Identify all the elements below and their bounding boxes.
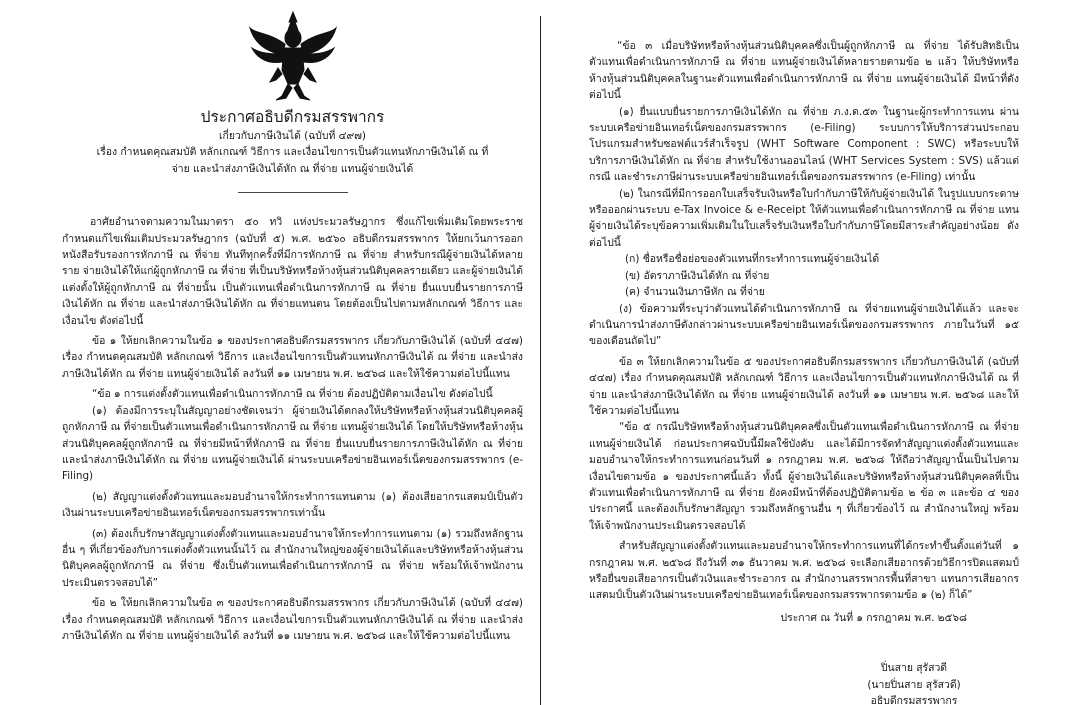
preamble-paragraph: อาศัยอำนาจตามความในมาตรา ๕๐ ทวิ แห่งประมวลรัษฎากร ซึ่งแก้ไขเพิ่มเติมโดยพระราชกำหนดแก้ไขเพิ่มเติมประมวลรัษฎากร (ฉบับที่ ๕) พ.ศ. ๒๕๖๐ อธิบดีกรมสรรพากร ให้ยกเว้นการออกหนังสือรับรองการหักภาษี ณ ที่จ่าย ทันทีทุกครั้งที่มีการหักภาษี ณ ที่จ่าย สำหรับกรณีผู้จ่ายเงินได้หลายราย จ่ายเงินได้ให้แก่ผู้ถูกหักภาษี ณ ที่จ่าย ที่เป็นบริษัทหรือห้างหุ้นส่วนนิติบุคคลรายเดียว และผู้จ่ายเงินได้แต่งตั้งให้ผู้ถูกหักภาษี ณ ที่จ่ายนั้น เป็นตัวแทนเพื่อดำเนินการหักภาษี ณ ที่จ่าย ยื่นแบบยื่นรายการภาษีเงินได้หัก ณ ที่จ่าย และนำส่งภาษีเงินได้หัก ณ ที่จ่ายแทนตน โดยต้องเป็นไปตามหลักเกณฑ์ วิธีการ และเงื่อนไข ดังต่อไปนี้ [62,216,524,327]
heading-divider [238,192,348,193]
list-item: (ค) จำนวนเงินภาษีหัก ณ ที่จ่าย [625,286,765,299]
transitional-paragraph: สำหรับสัญญาแต่งตั้งตัวแทนและมอบอำนาจให้กระทำการแทนที่ได้กระทำขึ้นตั้งแต่วันที่ ๑ กรกฎาคม พ.ศ. ๒๕๖๘ ถึงวันที่ ๓๑ ธันวาคม พ.ศ. ๒๕๖๘ จะเลือกเสียอากรด้วยวิธีการปิดแสตมป์ หรือยื่นขอเสียอากรเป็นตัวเงินและชำระอากร ณ สำนักงานสรรพากรพื้นที่สาขา แทนการเสียอากรแสตมป์เป็นตัวเงินผ่านระบบเครือข่ายอินเทอร์เน็ตของกรมสรรพากรตามข้อ ๑ (๒) ก็ได้” [589,540,1019,602]
document-page-left [0,0,541,705]
clause-5-quote: “ข้อ ๕ กรณีบริษัทหรือห้างหุ้นส่วนนิติบุคคลซึ่งเป็นตัวแทนเพื่อดำเนินการหักภาษี ณ ที่จ่ายแทนผู้จ่ายเงินได้ ก่อนประกาศฉบับนี้มีผลใช้บังคับ และได้มีการจัดทำสัญญาแต่งตั้งตัวแทนและมอบอำนาจให้กระทำการแทนก่อนวันที่ ๑ กรกฎาคม พ.ศ. ๒๕๖๘ ให้ถือว่าสัญญานั้นเป็นไปตามเงื่อนไขตามข้อ ๑ ของประกาศนี้แล้ว ทั้งนี้ ผู้จ่ายเงินได้และบริษัทหรือห้างหุ้นส่วนนิติบุคคลที่เป็นตัวแทนเพื่อดำเนินการหักภาษี ณ ที่จ่าย ยังคงมีหน้าที่ต้องปฏิบัติตามข้อ ๒ ข้อ ๓ และข้อ ๔ ของประกาศนี้ และต้องเก็บรักษาสัญญา รวมถึงหลักฐานอื่น ๆ ที่เกี่ยวข้องไว้ ณ สำนักงานใหญ่ พร้อมให้เจ้าพนักงานประเมินตรวจสอบได้ [589,421,1019,532]
list-item: (ข) อัตราภาษีเงินได้หัก ณ ที่จ่าย [625,269,770,282]
list-item: (ก) ชื่อหรือชื่อย่อของตัวแทนที่กระทำการแทนผู้จ่ายเงินได้ [625,253,880,266]
announcement-date: ประกาศ ณ วันที่ ๑ กรกฎาคม พ.ศ. ๒๕๖๘ [780,611,967,624]
announcement-heading [62,106,523,177]
document-page-right [543,0,1089,705]
announcement-subtitle: เกี่ยวกับภาษีเงินได้ (ฉบับที่ ๔๙๗) [218,130,366,142]
clause-1-item-1: (๑) ต้องมีการระบุในสัญญาอย่างชัดเจนว่า ผู้จ่ายเงินได้ตกลงให้บริษัทหรือห้างหุ้นส่วนนิติบุคคลผู้ถูกหักภาษี ณ ที่จ่ายเป็นตัวแทนเพื่อดำเนินการหักภาษี ณ ที่จ่าย แทนผู้จ่ายเงินได้ โดยให้บริษัทหรือห้างหุ้นส่วนนิติบุคคลผู้ถูกหักภาษี ณ ที่จ่ายมีหน้าที่หักภาษี ณ ที่จ่าย ยื่นแบบยื่นรายการภาษีเงินได้หัก ณ ที่จ่าย และนำส่งภาษีเงินได้หัก ณ ที่จ่าย แทนผู้จ่ายเงินได้ ผ่านระบบเครือข่ายอินเทอร์เน็ตของกรมสรรพากร (e-Filing) [62,404,523,483]
signatory-full-name: (นายปิ่นสาย สุรัสวดี) [867,678,961,691]
clause-3-paragraph: ข้อ ๓ ให้ยกเลิกความในข้อ ๕ ของประกาศอธิบดีกรมสรรพากร เกี่ยวกับภาษีเงินได้ (ฉบับที่ ๔๔๗) เรื่อง กำหนดคุณสมบัติ หลักเกณฑ์ วิธีการ และเงื่อนไขการเป็นตัวแทนหักภาษีเงินได้ ณ ที่จ่าย และนำส่งภาษีเงินได้หัก ณ ที่จ่าย แทนผู้จ่ายเงินได้ ลงวันที่ ๑๑ เมษายน พ.ศ. ๒๕๖๘ และให้ใช้ความต่อไปนี้แทน [589,355,1019,417]
announcement-subject: เรื่อง กำหนดคุณสมบัติ หลักเกณฑ์ วิธีการ และเงื่อนไขการเป็นตัวแทนหักภาษีเงินได้ ณ ที่จ่าย และนำส่งภาษีเงินได้หัก ณ ที่จ่าย แทนผู้จ่ายเงินได้ [96,146,489,175]
clause-3-item-1: (๑) ยื่นแบบยื่นรายการภาษีเงินได้หัก ณ ที่จ่าย ภ.ง.ด.๕๓ ในฐานะผู้กระทำการแทน ผ่านระบบเครือข่ายอินเทอร์เน็ตของกรมสรรพากร (e-Filing) ระบบการให้บริการส่วนประกอบโปรแกรมสำหรับซอฟต์แวร์สำเร็จรูป (WHT Software Component : SWC) หรือระบบให้บริการภาษีเงินได้หัก ณ ที่จ่าย สำหรับใช้งานออนไลน์ (WHT Services System : SVS) แล้วแต่กรณี และชำระภาษีผ่านระบบเครือข่ายอินเทอร์เน็ตของกรมสรรพากร (e-Filing) เท่านั้น [589,105,1019,184]
signatory-position: อธิบดีกรมสรรพากร [870,695,958,705]
clause-1-quote-heading: “ข้อ ๑ การแต่งตั้งตัวแทนเพื่อดำเนินการหักภาษี ณ ที่จ่าย ต้องปฏิบัติตามเงื่อนไข ดังต่อไปนี้ [92,388,493,401]
list-item: (ง) ข้อความที่ระบุว่าตัวแทนได้ดำเนินการหักภาษี ณ ที่จ่ายแทนผู้จ่ายเงินได้แล้ว และจะดำเนินการนำส่งภาษีดังกล่าวผ่านระบบเครือข่ายอินเทอร์เน็ตของกรมสรรพากร ภายในวันที่ ๑๕ ของเดือนถัดไป” [589,302,1019,348]
clause-1-paragraph: ข้อ ๑ ให้ยกเลิกความในข้อ ๑ ของประกาศอธิบดีกรมสรรพากร เกี่ยวกับภาษีเงินได้ (ฉบับที่ ๔๔๗) เรื่อง กำหนดคุณสมบัติ หลักเกณฑ์ วิธีการ และเงื่อนไขการเป็นตัวแทนหักภาษีเงินได้ ณ ที่จ่าย และนำส่งภาษีเงินได้หัก ณ ที่จ่าย แทนผู้จ่ายเงินได้ ลงวันที่ ๑๑ เมษายน พ.ศ. ๒๕๖๘ และให้ใช้ความต่อไปนี้แทน [62,335,523,380]
clause-2-paragraph: ข้อ ๒ ให้ยกเลิกความในข้อ ๓ ของประกาศอธิบดีกรมสรรพากร เกี่ยวกับภาษีเงินได้ (ฉบับที่ ๔๔๗) เรื่อง กำหนดคุณสมบัติ หลักเกณฑ์ วิธีการ และเงื่อนไขการเป็นตัวแทนหักภาษีเงินได้ ณ ที่จ่าย และนำส่งภาษีเงินได้หัก ณ ที่จ่าย แทนผู้จ่ายเงินได้ ลงวันที่ ๑๑ เมษายน พ.ศ. ๒๕๖๘ และให้ใช้ความต่อไปนี้แทน [62,597,523,642]
garuda-emblem-icon [248,10,338,102]
clause-3-quote-heading: “ข้อ ๓ เมื่อบริษัทหรือห้างหุ้นส่วนนิติบุคคลซึ่งเป็นผู้ถูกหักภาษี ณ ที่จ่าย ได้รับสิทธิเป็นตัวแทนเพื่อดำเนินการหักภาษี ณ ที่จ่าย แทนผู้จ่ายเงินได้หลายรายตามข้อ ๒ แล้ว ให้บริษัทหรือห้างหุ้นส่วนนิติบุคคลในฐานะตัวแทนเพื่อดำเนินการหักภาษี ณ ที่จ่าย แทนผู้จ่ายเงินได้ มีหน้าที่ดังต่อไปนี้ [589,40,1019,102]
announcement-title: ประกาศอธิบดีกรมสรรพากร [200,108,385,126]
page-divider [540,16,541,705]
clause-1-item-2: (๒) สัญญาแต่งตั้งตัวแทนและมอบอำนาจให้กระทำการแทนตาม (๑) ต้องเสียอากรแสตมป์เป็นตัวเงินผ่านระบบเครือข่ายอินเทอร์เน็ตของกรมสรรพากรเท่านั้น [62,490,523,520]
signatory-name: ปิ่นสาย สุรัสวดี [880,662,948,675]
clause-1-item-3: (๓) ต้องเก็บรักษาสัญญาแต่งตั้งตัวแทนและมอบอำนาจให้กระทำการแทนตาม (๑) รวมถึงหลักฐานอื่น ๆ ที่เกี่ยวข้องกับการแต่งตั้งตัวแทนนั้นไว้ ณ สำนักงานใหญ่ของผู้จ่ายเงินได้และบริษัทหรือห้างหุ้นส่วนนิติบุคคลผู้ถูกหักภาษี ณ ที่จ่าย ซึ่งเป็นตัวแทนเพื่อดำเนินการหักภาษี ณ ที่จ่าย พร้อมให้เจ้าพนักงานประเมินตรวจสอบได้” [62,527,523,589]
clause-3-item-2: (๒) ในกรณีที่มีการออกใบเสร็จรับเงินหรือใบกำกับภาษีให้กับผู้จ่ายเงินได้ ในรูปแบบกระดาษหรือออกผ่านระบบ e-Tax Invoice & e-Receipt ให้ตัวแทนเพื่อดำเนินการหักภาษี ณ ที่จ่าย แทนผู้จ่ายเงินได้ระบุข้อความเพิ่มเติมในใบเสร็จรับเงินหรือใบกำกับภาษีโดยมีสาระสำคัญอย่างน้อย ดังต่อไปนี้ [589,187,1019,249]
